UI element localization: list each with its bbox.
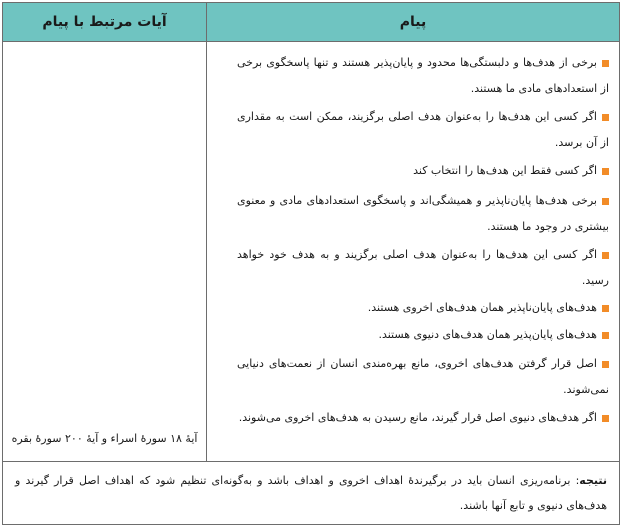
orange-square-bullet-icon: [602, 361, 609, 368]
header-related-verses: آیات مرتبط با پیام: [3, 3, 207, 41]
message-point-6: هدف‌های پایان‌ناپذیر همان هدف‌های اخروی هستند.: [237, 295, 609, 321]
message-point-8: اصل قرار گرفتن هدف‌های اخروی، مانع بهره‌مندی انسان از نعمت‌های دنیایی نمی‌شوند.: [237, 357, 609, 396]
table-header: [3, 3, 619, 42]
orange-square-bullet-icon: [602, 60, 609, 67]
verses-reference: آیهٔ ۱۸ سورهٔ اسراء و آیهٔ ۲۰۰ سورهٔ بقره: [11, 432, 198, 445]
orange-square-bullet-icon: [602, 415, 609, 422]
orange-square-bullet-icon: [602, 252, 609, 259]
conclusion-label: نتیجه: [579, 474, 607, 487]
conclusion: [3, 462, 619, 524]
message-point-7: هدف‌های پایان‌پذیر همان هدف‌های دنیوی هستند.: [237, 322, 609, 348]
orange-square-bullet-icon: [602, 305, 609, 312]
message-point-3: اگر کسی فقط این هدف‌ها را انتخاب کند: [237, 158, 609, 184]
orange-square-bullet-icon: [602, 198, 609, 205]
messages-column: [207, 42, 619, 461]
verses-column: [3, 42, 207, 461]
message-point-1: برخی از هدف‌ها و دلبستگی‌ها محدود و پایان‌پذیر هستند و تنها پاسخگوی برخی از استعدادهای مادی ما هستند.: [237, 56, 609, 95]
conclusion-text: : برنامه‌ریزی انسان باید در برگیرندهٔ اهداف اخروی و اهداف باشد و به‌گونه‌ای تنظیم شود که اهداف اصل قرار گیرند و هدف‌های دنیوی و تابع آنها باشند.: [15, 474, 607, 512]
message-point-9: اگر هدف‌های دنیوی اصل قرار گیرند، مانع رسیدن به هدف‌های اخروی می‌شوند.: [237, 405, 609, 431]
message-point-4: برخی هدف‌ها پایان‌ناپذیر و همیشگی‌اند و پاسخگوی استعدادهای مادی و معنوی بیشتری در وجود ما هستند.: [237, 194, 609, 233]
table-body: [3, 42, 619, 462]
message-point-5: اگر کسی این هدف‌ها را به‌عنوان هدف اصلی برگزیند و به هدف خود خواهد رسید.: [237, 248, 609, 287]
orange-square-bullet-icon: [602, 114, 609, 121]
message-table: [2, 2, 620, 525]
orange-square-bullet-icon: [602, 168, 609, 175]
orange-square-bullet-icon: [602, 332, 609, 339]
message-point-2: اگر کسی این هدف‌ها را به‌عنوان هدف اصلی برگزیند، ممکن است به مقداری از آن برسد.: [237, 110, 609, 149]
header-message: پیام: [399, 14, 427, 30]
